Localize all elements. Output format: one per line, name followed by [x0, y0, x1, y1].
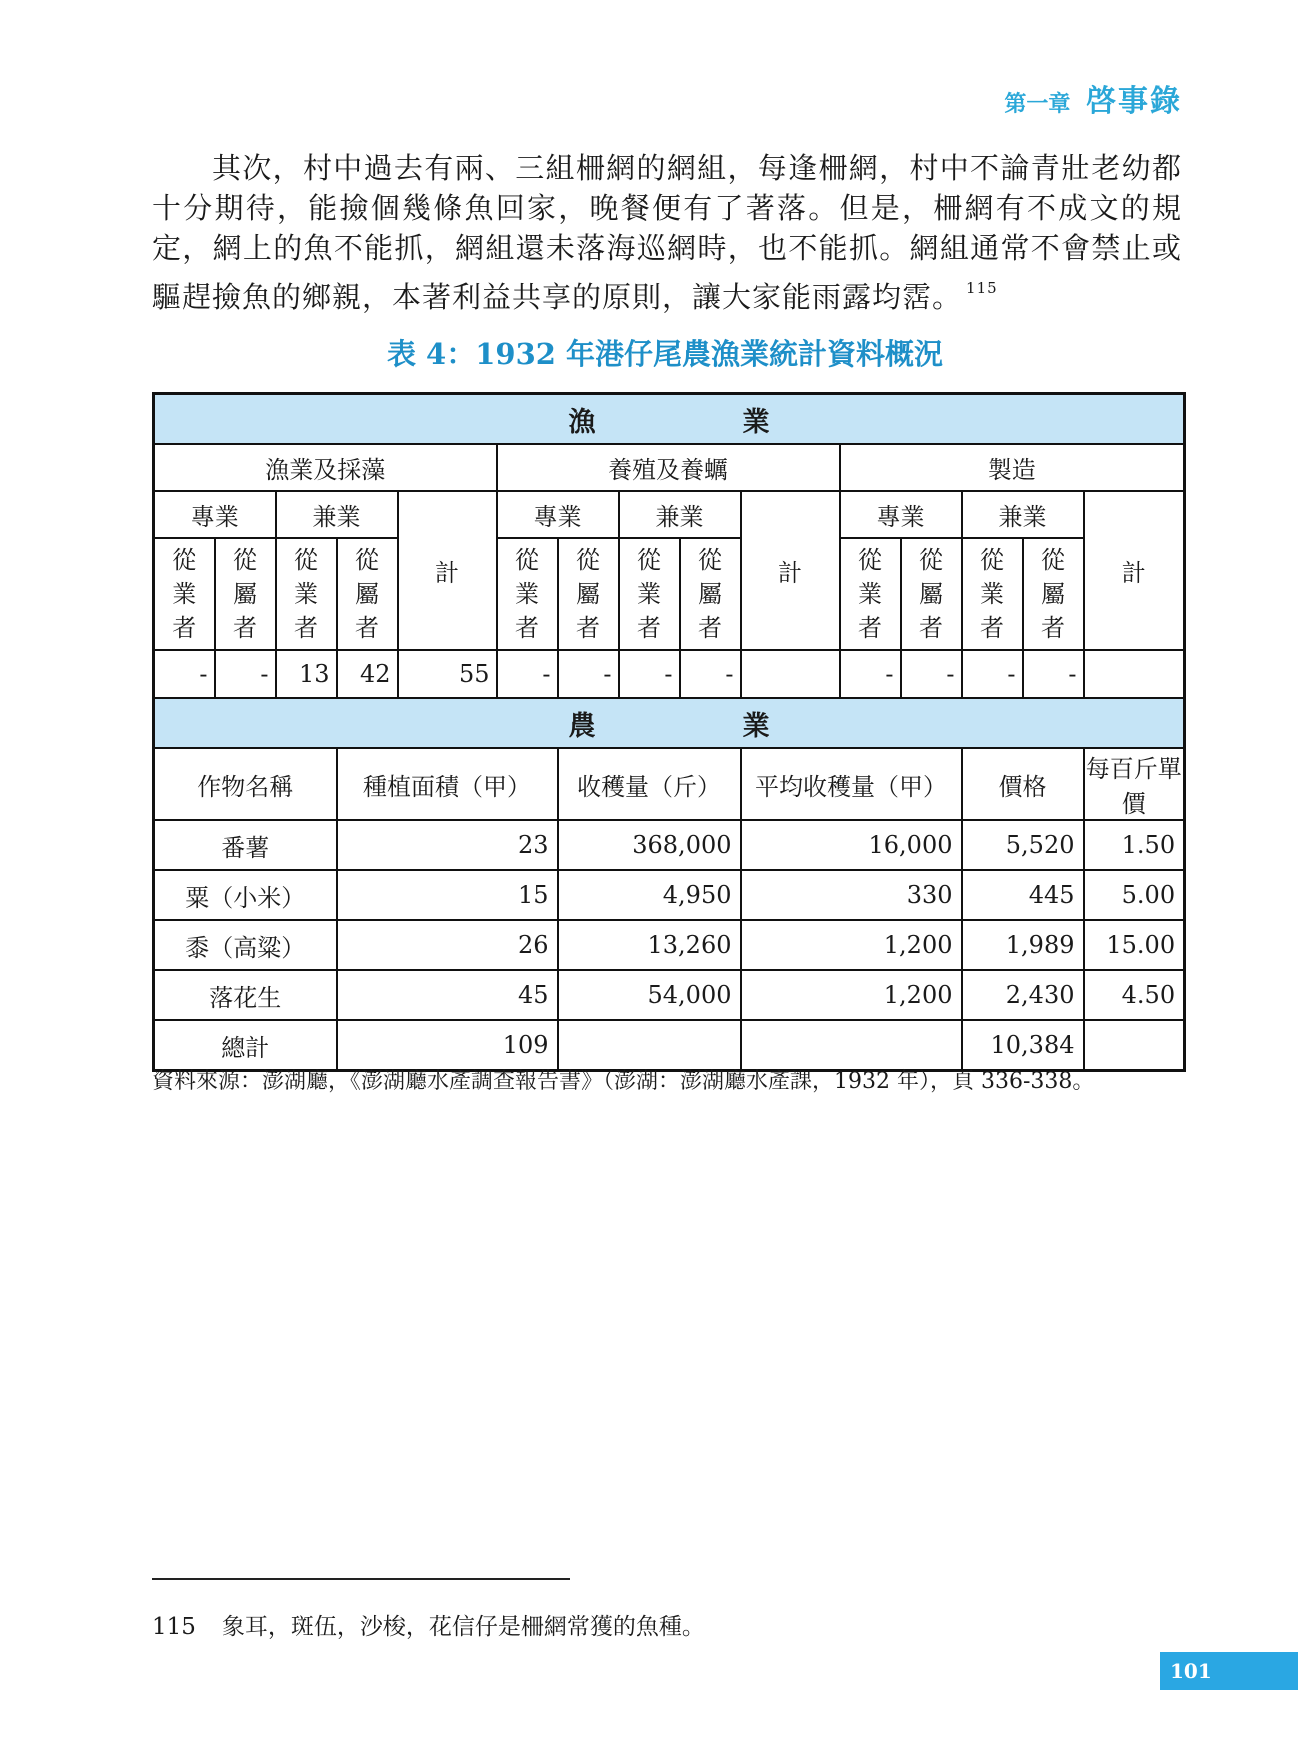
part-time-header: 兼業 [619, 491, 741, 538]
crop-avg [741, 1020, 962, 1071]
fishery-value: - [497, 650, 558, 698]
footnote-text: 象耳，斑伍，沙梭，花信仔是柵網常獲的魚種。 [221, 1614, 705, 1640]
footnote [152, 1608, 705, 1641]
total-header: 計 [398, 491, 497, 650]
fishery-value: - [558, 650, 619, 698]
fishery-value [1084, 650, 1185, 698]
worker-header: 從 業 者 [840, 538, 901, 650]
crop-unit-price [1084, 1020, 1185, 1071]
fishery-value: - [840, 650, 901, 698]
dependent-header: 從 屬 者 [215, 538, 276, 650]
fishery-value: - [215, 650, 276, 698]
crop-price: 2,430 [962, 970, 1084, 1020]
crop-area: 15 [337, 870, 558, 920]
ag-header-crop: 作物名稱 [154, 748, 337, 820]
part-time-header: 兼業 [962, 491, 1084, 538]
crop-unit-price: 15.00 [1084, 920, 1185, 970]
crop-harvest: 54,000 [558, 970, 741, 1020]
crop-area: 23 [337, 820, 558, 870]
dependent-header: 從 屬 者 [558, 538, 619, 650]
crop-area: 26 [337, 920, 558, 970]
ag-header-area: 種植面積（甲） [337, 748, 558, 820]
worker-header: 從 業 者 [619, 538, 680, 650]
crop-avg: 1,200 [741, 970, 962, 1020]
worker-header: 從 業 者 [962, 538, 1023, 650]
crop-name: 總計 [154, 1020, 337, 1071]
full-time-header: 專業 [497, 491, 619, 538]
worker-header: 從 業 者 [154, 538, 215, 650]
ag-header-harvest: 收穫量（斤） [558, 748, 741, 820]
crop-unit-price: 1.50 [1084, 820, 1185, 870]
table-source: 資料來源：澎湖廳，《澎湖廳水產調查報告書》（澎湖：澎湖廳水產課，1932 年），頁 336-338。 [152, 1069, 1095, 1094]
total-header: 計 [741, 491, 840, 650]
fishery-value: - [962, 650, 1023, 698]
fishery-value: 42 [337, 650, 398, 698]
dependent-header: 從 屬 者 [680, 538, 741, 650]
table-row-total [154, 1020, 1185, 1071]
crop-price: 445 [962, 870, 1084, 920]
fishery-value: - [154, 650, 215, 698]
ag-header-unit: 每百斤單價 [1084, 748, 1185, 820]
chapter-label: 第一章 [1004, 92, 1071, 117]
crop-name: 黍（高粱） [154, 920, 337, 970]
table-row [154, 920, 1185, 970]
group-header: 漁業及採藻 [154, 444, 497, 491]
crop-price: 1,989 [962, 920, 1084, 970]
full-time-header: 專業 [840, 491, 962, 538]
crop-harvest: 4,950 [558, 870, 741, 920]
crop-name: 落花生 [154, 970, 337, 1020]
crop-harvest [558, 1020, 741, 1071]
para-line-1: 其次，村中過去有兩、三組柵網的網組，每逢柵網，村中不論青壯老幼都 [212, 151, 1182, 185]
para-line-2: 十分期待，能撿個幾條魚回家，晚餐便有了著落。但是，柵網有不成文的規定， [152, 191, 1182, 265]
crop-area: 109 [337, 1020, 558, 1071]
chapter-title: 啓事錄 [1086, 84, 1182, 119]
para-line-4: 撿魚的鄉親，本著利益共享的原則，讓大家能雨露均霑。 [212, 280, 963, 314]
crop-unit-price: 5.00 [1084, 870, 1185, 920]
crop-price: 5,520 [962, 820, 1084, 870]
group-header: 製造 [840, 444, 1185, 491]
crop-name: 粟（小米） [154, 870, 337, 920]
worker-header: 從 業 者 [276, 538, 337, 650]
group-header: 養殖及養蠣 [497, 444, 840, 491]
page-number: 101 [1160, 1652, 1298, 1690]
footnote-number: 115 [152, 1614, 196, 1640]
crop-avg: 1,200 [741, 920, 962, 970]
table-row [154, 820, 1185, 870]
fishery-value: 55 [398, 650, 497, 698]
fishery-value: - [680, 650, 741, 698]
table-row [154, 870, 1185, 920]
statistics-table [152, 392, 1186, 1072]
crop-avg: 330 [741, 870, 962, 920]
footnote-ref[interactable]: 115 [966, 279, 998, 297]
body-paragraph [152, 148, 1182, 317]
fishery-value: - [619, 650, 680, 698]
table-row [154, 970, 1185, 1020]
table-caption: 表 4：1932 年港仔尾農漁業統計資料概況 [386, 337, 944, 371]
ag-header-price: 價格 [962, 748, 1084, 820]
fishery-band: 漁 業 [154, 394, 1185, 445]
crop-unit-price: 4.50 [1084, 970, 1185, 1020]
total-header: 計 [1084, 491, 1185, 650]
dependent-header: 從 屬 者 [1023, 538, 1084, 650]
ag-header-avg: 平均收穫量（甲） [741, 748, 962, 820]
crop-name: 番薯 [154, 820, 337, 870]
fishery-value: - [901, 650, 962, 698]
crop-avg: 16,000 [741, 820, 962, 870]
dependent-header: 從 屬 者 [337, 538, 398, 650]
fishery-value: - [1023, 650, 1084, 698]
para-line-3: 網上的魚不能抓，網組還未落海巡網時，也不能抓。網組通常不會禁止或驅趕 [152, 231, 1182, 314]
crop-area: 45 [337, 970, 558, 1020]
crop-harvest: 13,260 [558, 920, 741, 970]
part-time-header: 兼業 [276, 491, 398, 538]
agriculture-band: 農 業 [154, 698, 1185, 748]
dependent-header: 從 屬 者 [901, 538, 962, 650]
full-time-header: 專業 [154, 491, 276, 538]
footnote-divider [152, 1578, 570, 1580]
crop-price: 10,384 [962, 1020, 1084, 1071]
running-header [1004, 76, 1182, 120]
worker-header: 從 業 者 [497, 538, 558, 650]
fishery-value [741, 650, 840, 698]
crop-harvest: 368,000 [558, 820, 741, 870]
fishery-value: 13 [276, 650, 337, 698]
